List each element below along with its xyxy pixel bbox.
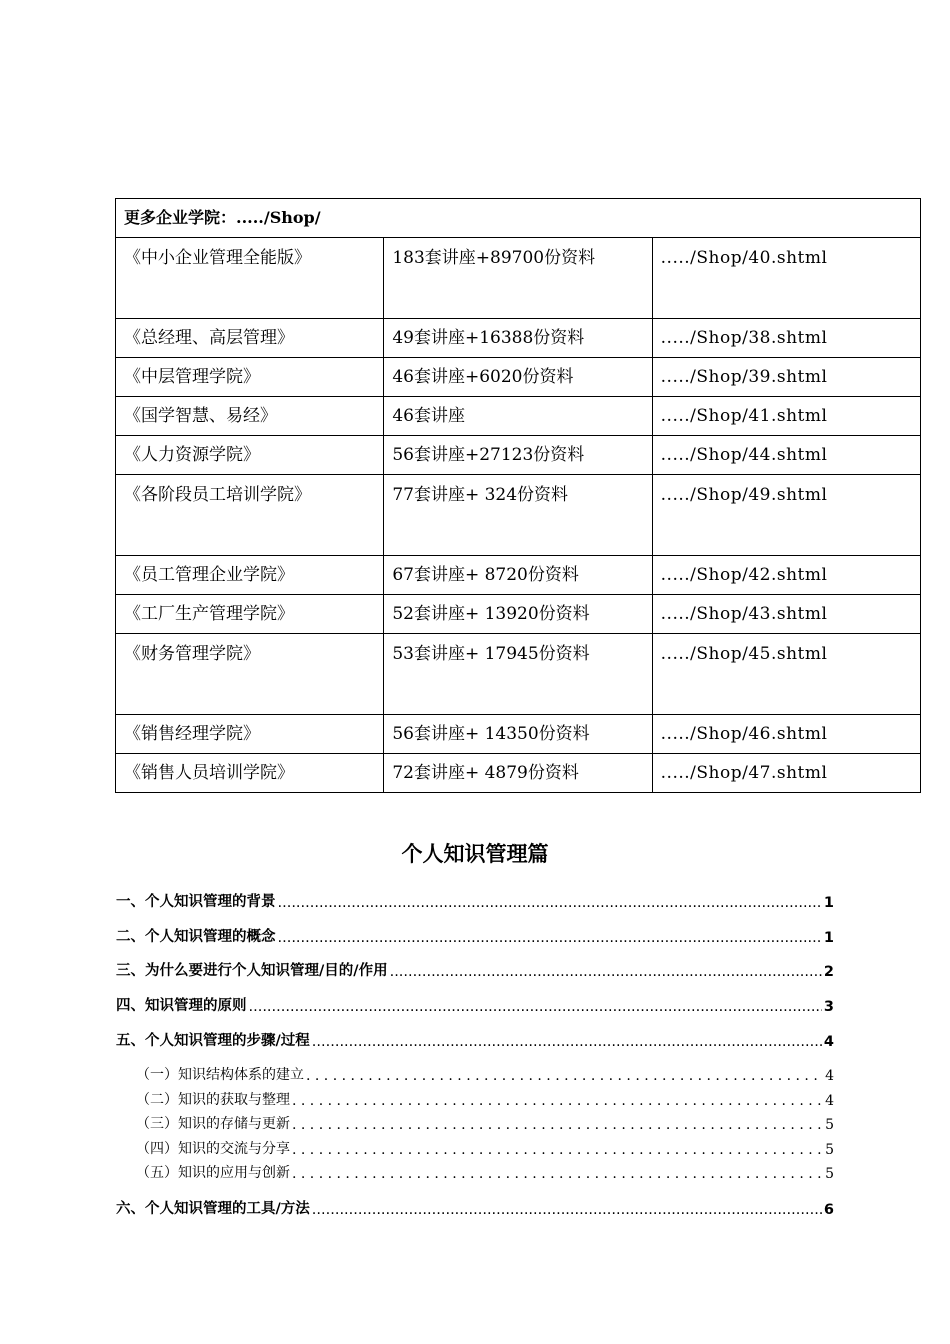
toc-entry[interactable] — [116, 994, 834, 1015]
toc-leader — [312, 1034, 822, 1050]
toc-entry-label: 六、个人知识管理的工具/方法 — [116, 1201, 310, 1217]
course-link[interactable]: ...../Shop/44.shtml — [652, 436, 920, 475]
catalog-header-row — [116, 199, 921, 238]
toc-page-number: 5 — [825, 1117, 834, 1133]
course-link[interactable]: ...../Shop/43.shtml — [652, 595, 920, 634]
toc-page-number: 4 — [823, 1034, 834, 1050]
toc-page-number: 5 — [825, 1142, 834, 1158]
toc-subentry[interactable] — [136, 1162, 834, 1182]
toc-entry-label: （三）知识的存储与更新 — [136, 1116, 290, 1132]
course-content: 46套讲座 — [384, 397, 652, 436]
course-link[interactable]: ...../Shop/42.shtml — [652, 556, 920, 595]
toc-page-number: 2 — [823, 964, 834, 980]
course-name: 《中小企业管理全能版》 — [116, 238, 384, 319]
course-name: 《员工管理企业学院》 — [116, 556, 384, 595]
toc-entry-label: （四）知识的交流与分享 — [136, 1141, 290, 1157]
toc-leader — [292, 1117, 823, 1133]
toc-subentry[interactable] — [136, 1064, 834, 1084]
toc-entry[interactable] — [116, 890, 834, 911]
course-content: 56套讲座+ 14350份资料 — [384, 715, 652, 754]
toc-entry-label: 二、个人知识管理的概念 — [116, 929, 276, 945]
course-content: 183套讲座+89700份资料 — [384, 238, 652, 319]
course-name: 《财务管理学院》 — [116, 634, 384, 715]
toc-entry[interactable] — [116, 1029, 834, 1050]
toc-leader — [278, 895, 822, 911]
toc-page-number: 6 — [823, 1202, 834, 1218]
toc-entry-label: （一）知识结构体系的建立 — [136, 1067, 304, 1083]
toc-page-number: 3 — [823, 999, 834, 1015]
course-content: 52套讲座+ 13920份资料 — [384, 595, 652, 634]
toc-page-number: 1 — [823, 895, 834, 911]
toc-subentry[interactable] — [136, 1138, 834, 1158]
table-row — [116, 238, 921, 319]
course-name: 《各阶段员工培训学院》 — [116, 475, 384, 556]
toc-subentry[interactable] — [136, 1089, 834, 1109]
course-content: 49套讲座+16388份资料 — [384, 319, 652, 358]
toc-leader — [249, 999, 822, 1015]
toc-leader — [292, 1166, 823, 1182]
catalog-table — [115, 198, 921, 793]
toc-page-number: 1 — [823, 930, 834, 946]
table-row — [116, 436, 921, 475]
course-content: 46套讲座+6020份资料 — [384, 358, 652, 397]
toc-entry[interactable] — [116, 925, 834, 946]
catalog-header: 更多企业学院：...../Shop/ — [116, 199, 921, 238]
toc-subentry[interactable] — [136, 1113, 834, 1133]
table-row — [116, 634, 921, 715]
course-name: 《工厂生产管理学院》 — [116, 595, 384, 634]
course-link[interactable]: ...../Shop/39.shtml — [652, 358, 920, 397]
toc-page-number: 4 — [825, 1093, 834, 1109]
toc-entry-label: （二）知识的获取与整理 — [136, 1092, 290, 1108]
course-link[interactable]: ...../Shop/47.shtml — [652, 754, 920, 793]
toc-entry[interactable] — [116, 1197, 834, 1218]
course-content: 53套讲座+ 17945份资料 — [384, 634, 652, 715]
course-name: 《人力资源学院》 — [116, 436, 384, 475]
course-name: 《总经理、高层管理》 — [116, 319, 384, 358]
course-name: 《销售经理学院》 — [116, 715, 384, 754]
course-name: 《中层管理学院》 — [116, 358, 384, 397]
course-link[interactable]: ...../Shop/49.shtml — [652, 475, 920, 556]
toc-leader — [278, 930, 822, 946]
table-row — [116, 715, 921, 754]
toc-leader — [292, 1142, 823, 1158]
toc-entry[interactable] — [116, 959, 834, 980]
course-content: 56套讲座+27123份资料 — [384, 436, 652, 475]
course-content: 77套讲座+ 324份资料 — [384, 475, 652, 556]
toc-entry-label: （五）知识的应用与创新 — [136, 1165, 290, 1181]
toc-entry-label: 五、个人知识管理的步骤/过程 — [116, 1033, 310, 1049]
toc-leader — [390, 964, 822, 980]
course-link[interactable]: ...../Shop/38.shtml — [652, 319, 920, 358]
toc-leader — [312, 1202, 822, 1218]
course-link[interactable]: ...../Shop/45.shtml — [652, 634, 920, 715]
table-row — [116, 556, 921, 595]
table-row — [116, 397, 921, 436]
course-name: 《国学智慧、易经》 — [116, 397, 384, 436]
course-link[interactable]: ...../Shop/41.shtml — [652, 397, 920, 436]
toc-entry-label: 四、知识管理的原则 — [116, 998, 247, 1014]
toc-entry-label: 三、为什么要进行个人知识管理/目的/作用 — [116, 963, 388, 979]
table-row — [116, 475, 921, 556]
toc-leader — [292, 1093, 823, 1109]
toc-entry-label: 一、个人知识管理的背景 — [116, 894, 276, 910]
course-content: 72套讲座+ 4879份资料 — [384, 754, 652, 793]
table-row — [116, 754, 921, 793]
toc-leader — [306, 1068, 823, 1084]
course-link[interactable]: ...../Shop/46.shtml — [652, 715, 920, 754]
course-link[interactable]: ...../Shop/40.shtml — [652, 238, 920, 319]
course-content: 67套讲座+ 8720份资料 — [384, 556, 652, 595]
table-row — [116, 358, 921, 397]
toc-page-number: 5 — [825, 1166, 834, 1182]
table-row — [116, 319, 921, 358]
table-row — [116, 595, 921, 634]
toc-page-number: 4 — [825, 1068, 834, 1084]
toc-title: 个人知识管理篇 — [401, 842, 549, 866]
course-name: 《销售人员培训学院》 — [116, 754, 384, 793]
